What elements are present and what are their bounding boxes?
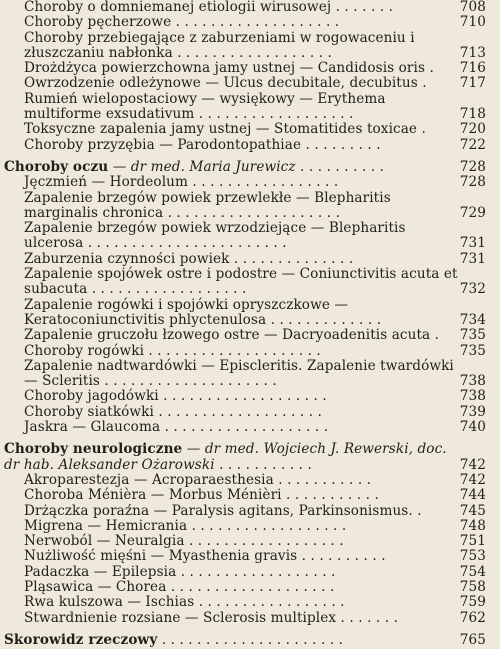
page-number: 717	[459, 75, 486, 92]
toc-entry: Choroby siatkówki . . . . . . . . . . . . . . . . . . . 739	[24, 403, 486, 420]
toc-entry: Zapalenie rogówki i spojówki opryszczkowe — Keratoconiunctivitis phlyctenulosa . . . . . . . . . . . . . 734	[24, 296, 486, 328]
page-number: 742	[459, 471, 486, 488]
page-number: 718	[459, 106, 486, 123]
page-number: 710	[459, 14, 486, 31]
toc-entry: Drożdżyca powierzchowna jamy ustnej — Candidosis oris . 716	[24, 60, 486, 77]
section-title: Choroby oczu	[4, 158, 109, 175]
page-number: 744	[459, 487, 486, 504]
page-number: 731	[459, 250, 486, 267]
toc-entry: Rwa kulszowa — Ischias . . . . . . . . . . . . . . . . . 759	[24, 594, 486, 611]
page-number: 722	[459, 136, 486, 153]
toc-entry: Choroby przebiegające z zaburzeniami w rogowaceniu i złuszczaniu nabłonka . . . . . . . . . . . . . . . . . . 713	[24, 29, 486, 61]
toc-entry: Zapalenie brzegów powiek przewlekłe — Blepharitis marginalis chronica . . . . . . . . . . . . . . . . . . . . 729	[24, 189, 486, 221]
section-author: — dr med. Wojciech J. Rewerski, doc. dr hab. Aleksander Ożarowski	[4, 441, 447, 473]
toc-entry: Pląsawica — Chorea . . . . . . . . . . . . . . . . . . . 758	[24, 578, 486, 595]
page-number: 758	[459, 578, 486, 595]
page-number: 765	[459, 631, 486, 648]
toc-entry: Zapalenie gruczołu łzowego ostre — Dacryoadenitis acuta . 735	[24, 327, 486, 344]
toc-entry: Choroby pęcherzowe . . . . . . . . . . . . . . . . . . . 710	[24, 14, 486, 31]
page-number: 751	[459, 533, 486, 550]
toc-entry: Migrena — Hemicrania . . . . . . . . . . . . . . . . . . 748	[24, 517, 486, 534]
section-author: — dr med. Maria Jurewicz	[108, 158, 296, 175]
toc-entry: Choroby przyzębia — Parodontopathiae . . . . . . . . . 722	[24, 136, 486, 153]
toc-entry: Zapalenie nadtwardówki — Episcleritis. Zapalenie twardówki — Scleritis . . . . . . . . . . . . . . . . . . . . 738	[24, 357, 486, 390]
page-number: 738	[459, 388, 486, 405]
toc-entry: Zaburzenia czynności powiek . . . . . . . . . . . . . . 731	[24, 250, 486, 267]
page-number: 731	[459, 235, 486, 252]
toc-entry: Jaskra — Glaucoma . . . . . . . . . . . . . . . . . . . 740	[24, 419, 486, 436]
toc-entry: Choroby jagodówki . . . . . . . . . . . . . . . . . . . 738	[24, 388, 486, 405]
toc-entry: Stwardnienie rozsiane — Sclerosis multiplex . . . . . . . 762	[24, 609, 486, 626]
page-number: 742	[459, 456, 486, 473]
page-number: 735	[459, 327, 486, 344]
page-number: 713	[459, 44, 486, 61]
toc-entry: Drżączka poraźna — Paralysis agitans, Parkinsonismus. . 745	[24, 502, 486, 519]
toc-entry: Nerwoból — Neuralgia . . . . . . . . . . . . . . . . . . 751	[24, 533, 486, 550]
page-number: 753	[459, 548, 486, 565]
page-number: 735	[459, 342, 486, 359]
page-number: 728	[459, 174, 486, 191]
toc-entry: Choroby rogówki . . . . . . . . . . . . . . . . . . . . 735	[24, 342, 486, 359]
page-number: 740	[459, 419, 486, 436]
page-number: 754	[459, 563, 486, 580]
toc-entry: Zapalenie brzegów powiek wrzodziejące — Blepharitis ulcerosa . . . . . . . . . . . . . . . . . . . . . . . 731	[24, 220, 486, 252]
page-number: 720	[459, 121, 486, 138]
toc-entry: Rumień wielopostaciowy — wysiękowy — Erythema multiforme exsudativum . . . . . . . . . . . . . . . . . . 718	[24, 90, 486, 123]
section-title: Skorowidz rzeczowy	[4, 631, 158, 648]
page-number: 728	[459, 158, 486, 175]
section-heading-neurology: Choroby neurologiczne — dr med. Wojciech J. Rewerski, doc. dr hab. Aleksander Ożarowski . . . . . . . . . . . 742	[4, 441, 486, 473]
page-number: 739	[459, 403, 486, 420]
page-number: 759	[459, 594, 486, 611]
toc-entry: Choroba Ménièra — Morbus Ménièri . . . . . . . . . . . 744	[24, 487, 486, 504]
toc-entry: Toksyczne zapalenia jamy ustnej — Stomatitides toxicae . 720	[24, 121, 486, 138]
page-number: 762	[459, 609, 486, 626]
toc-entry: Padaczka — Epilepsia . . . . . . . . . . . . . . . . . . 754	[24, 563, 486, 580]
page-number: 748	[459, 517, 486, 534]
page-number: 734	[459, 311, 486, 328]
page-number: 716	[459, 60, 486, 77]
page-number: 708	[459, 0, 486, 15]
toc-entry: Akroparestezja — Acroparaesthesia . . . . . . . . . . . 742	[24, 471, 486, 488]
section-title: Choroby neurologiczne	[4, 441, 183, 458]
toc-entry: Zapalenie spojówek ostre i podostre — Coniunctivitis acuta et subacuta . . . . . . . . . . . . . . . . . . 732	[24, 266, 486, 298]
toc-entry: Choroby o domniemanej etiologii wirusowej . . . . . . . 708	[24, 0, 486, 15]
section-heading-eyes: Choroby oczu — dr med. Maria Jurewicz . . . . . . . . . . 728	[4, 158, 486, 175]
page-number: 745	[459, 502, 486, 519]
toc-entry: Nużliwość mięśni — Myasthenia gravis . . . . . . . . . . 753	[24, 548, 486, 565]
page-number: 732	[459, 281, 486, 298]
toc-entry: Owrzodzenie odleżynowe — Ulcus decubitale, decubitus . 717	[24, 75, 486, 92]
page-number: 738	[459, 373, 486, 390]
toc-entry: Jęczmień — Hordeolum . . . . . . . . . . . . . . . . . 728	[24, 174, 486, 191]
section-heading-index: Skorowidz rzeczowy . . . . . . . . . . . . . . . . . . . . . 765	[4, 631, 486, 648]
page-number: 729	[459, 204, 486, 221]
